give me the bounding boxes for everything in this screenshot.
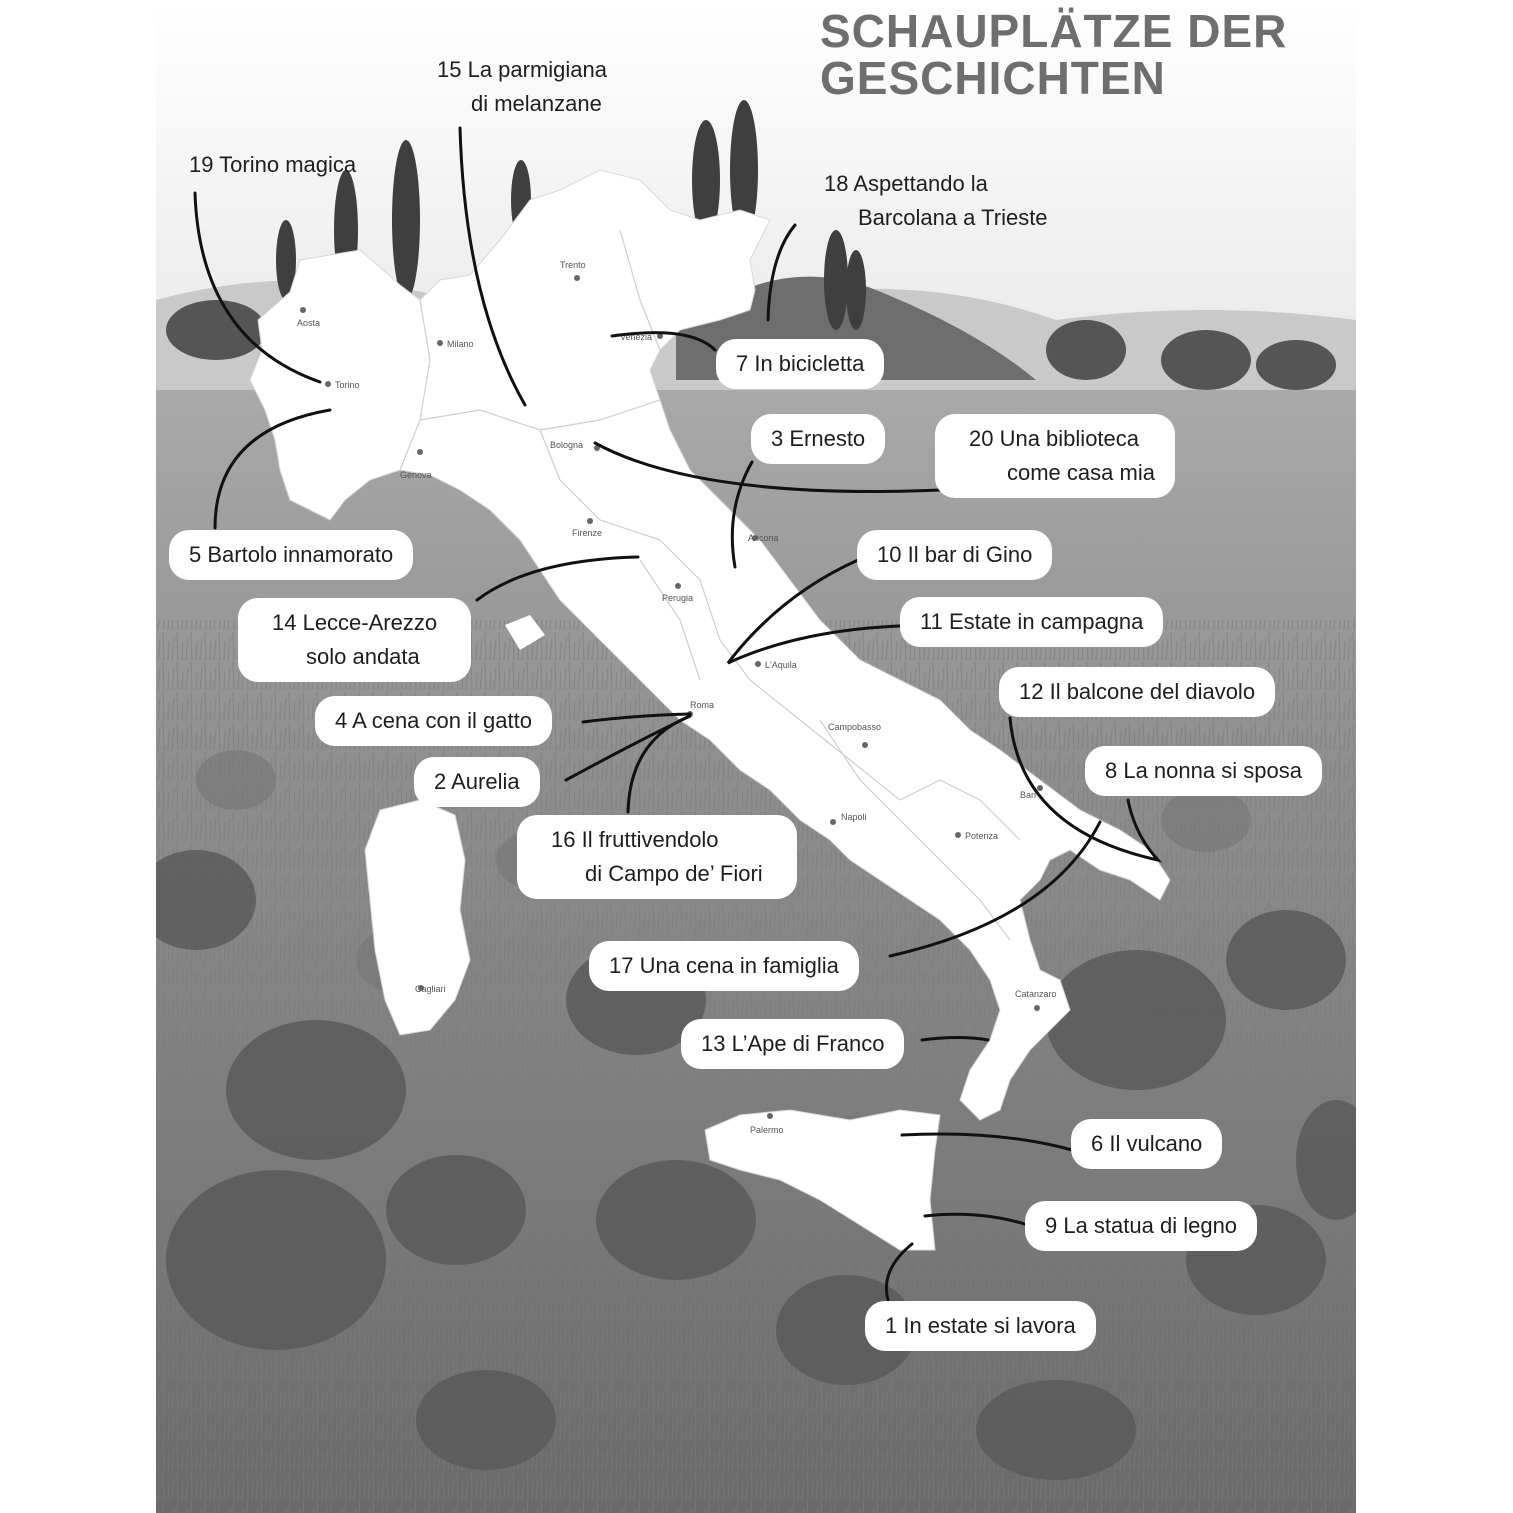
story-label-16	[517, 815, 797, 899]
story-label-20	[935, 414, 1175, 498]
city-bologna: Bologna	[550, 440, 584, 450]
city-torino: Torino	[335, 380, 360, 390]
city-roma: Roma	[690, 700, 715, 710]
story-12-line-1: 12 Il balcone del diavolo	[1019, 679, 1256, 704]
story-20-line-1: 20 Una biblioteca	[969, 426, 1140, 451]
story-label-12	[999, 667, 1275, 717]
story-9-line-1: 9 La statua di legno	[1045, 1213, 1238, 1238]
story-18-line-2: Barcolana a Trieste	[858, 205, 1048, 230]
city-campobasso: Campobasso	[828, 722, 882, 732]
story-label-8	[1085, 746, 1322, 796]
leader-1	[886, 1244, 912, 1300]
leader-18	[768, 225, 795, 320]
city-palermo: Palermo	[750, 1125, 784, 1135]
leader-9	[925, 1214, 1028, 1225]
city-cagliari: Cagliari	[415, 984, 446, 994]
story-label-18	[824, 167, 1048, 235]
city-ancona: Ancona	[748, 533, 779, 543]
story-19-line-1: 19 Torino magica	[189, 152, 357, 177]
story-label-10	[857, 530, 1052, 580]
story-6-line-1: 6 Il vulcano	[1091, 1131, 1203, 1156]
city-venezia: Venezia	[620, 332, 653, 342]
story-label-5	[169, 530, 413, 580]
story-16-line-1: 16 Il fruttivendolo	[551, 827, 719, 852]
city-milano: Milano	[447, 339, 474, 349]
city-catanzaro: Catanzaro	[1015, 989, 1057, 999]
story-3-line-1: 3 Ernesto	[771, 426, 866, 451]
story-5-line-1: 5 Bartolo innamorato	[189, 542, 394, 567]
story-7-line-1: 7 In bicicletta	[736, 351, 865, 376]
story-11-line-1: 11 Estate in campagna	[920, 609, 1144, 634]
leader-13	[922, 1038, 988, 1041]
city-laquila: L'Aquila	[765, 660, 797, 670]
title-line-2: GESCHICHTEN	[820, 52, 1166, 104]
city-perugia: Perugia	[662, 593, 694, 603]
city-genova: Genova	[400, 470, 432, 480]
title-line-1: SCHAUPLÄTZE DER	[820, 5, 1288, 57]
story-label-15	[437, 53, 607, 121]
city-trento: Trento	[560, 260, 586, 270]
story-label-14	[238, 598, 471, 682]
story-8-line-1: 8 La nonna si sposa	[1105, 758, 1302, 783]
sicily	[705, 1110, 940, 1250]
story-label-9	[1025, 1201, 1257, 1251]
story-1-line-1: 1 In estate si lavora	[885, 1313, 1076, 1338]
story-label-4	[315, 696, 552, 746]
story-18-line-1: 18 Aspettando la	[824, 171, 988, 196]
city-potenza: Potenza	[965, 831, 999, 841]
city-napoli: Napoli	[841, 812, 867, 822]
story-label-2	[414, 757, 540, 807]
story-4-line-1: 4 A cena con il gatto	[335, 708, 532, 733]
story-14-line-2: solo andata	[306, 644, 420, 669]
story-20-line-2: come casa mia	[1007, 460, 1155, 485]
city-firenze: Firenze	[572, 528, 603, 538]
story-label-17	[589, 941, 859, 991]
story-15-line-1: 15 La parmigiana	[437, 57, 608, 82]
story-label-6	[1071, 1119, 1222, 1169]
sardinia	[365, 800, 470, 1035]
story-label-13	[681, 1019, 904, 1069]
story-label-3	[751, 414, 885, 464]
story-label-1	[865, 1301, 1096, 1351]
story-15-line-2: di melanzane	[471, 91, 602, 116]
city-bari: Bari	[1020, 790, 1037, 800]
story-17-line-1: 17 Una cena in famiglia	[609, 953, 839, 978]
story-label-11	[900, 597, 1163, 647]
story-10-line-1: 10 Il bar di Gino	[877, 542, 1033, 567]
story-13-line-1: 13 L’Ape di Franco	[701, 1031, 885, 1056]
story-14-line-1: 14 Lecce-Arezzo	[272, 610, 438, 635]
page-title	[820, 5, 1288, 104]
story-label-7	[716, 339, 884, 389]
city-aosta: Aosta	[297, 318, 321, 328]
story-label-19	[189, 148, 356, 182]
story-16-line-2: di Campo de’ Fiori	[585, 861, 763, 886]
story-2-line-1: 2 Aurelia	[434, 769, 520, 794]
leader-4	[583, 714, 690, 722]
